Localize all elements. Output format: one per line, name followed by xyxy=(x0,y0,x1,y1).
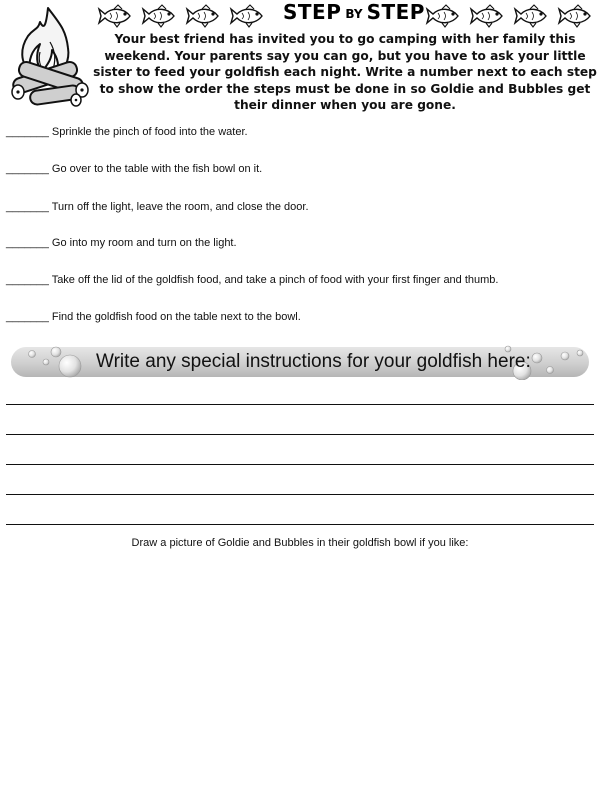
writing-line[interactable] xyxy=(6,494,594,495)
step-item xyxy=(6,163,262,175)
goldfish-icon xyxy=(140,4,180,28)
step-text: Sprinkle the pinch of food into the water. xyxy=(51,126,248,138)
answer-blank[interactable]: _______ xyxy=(6,237,49,249)
step-item xyxy=(6,237,237,249)
writing-line[interactable] xyxy=(6,404,594,405)
goldfish-icon xyxy=(556,4,596,28)
answer-blank[interactable]: _______ xyxy=(6,311,49,323)
goldfish-icon xyxy=(228,4,268,28)
intro-paragraph: Your best friend has invited you to go camping with her family this weekend. Your parents say you can go, but you have to ask your little sister to feed your goldfish each night. Write a number next to each step to show the order the steps must be done in so Goldie and Bubbles get their dinner when you are gone. xyxy=(93,32,597,112)
title-step-1: STEP xyxy=(283,0,342,24)
goldfish-icon xyxy=(184,4,224,28)
fish-row-left xyxy=(96,3,268,29)
step-text: Find the goldfish food on the table next to the bowl. xyxy=(51,311,301,323)
writing-line[interactable] xyxy=(6,524,594,525)
goldfish-icon xyxy=(468,4,508,28)
goldfish-icon xyxy=(424,4,464,28)
step-text: Take off the lid of the goldfish food, and take a pinch of food with your first finger and thumb. xyxy=(51,274,499,286)
drawing-prompt: Draw a picture of Goldie and Bubbles in their goldfish bowl if you like: xyxy=(131,537,469,549)
goldfish-icon xyxy=(512,4,552,28)
worksheet-header xyxy=(0,0,600,118)
step-item xyxy=(6,311,301,323)
answer-blank[interactable]: _______ xyxy=(6,126,49,138)
campfire-icon xyxy=(6,2,90,110)
answer-blank[interactable]: _______ xyxy=(6,274,49,286)
step-item xyxy=(6,126,248,138)
worksheet-title xyxy=(283,0,425,24)
step-text: Go into my room and turn on the light. xyxy=(51,237,237,249)
writing-line[interactable] xyxy=(6,464,594,465)
writing-line[interactable] xyxy=(6,434,594,435)
fish-row-right xyxy=(424,3,596,29)
title-step-2: STEP xyxy=(366,0,425,24)
step-text: Go over to the table with the fish bowl on it. xyxy=(51,163,263,175)
goldfish-icon xyxy=(96,4,136,28)
answer-blank[interactable]: _______ xyxy=(6,201,49,213)
step-item xyxy=(6,274,498,286)
step-text: Turn off the light, leave the room, and close the door. xyxy=(51,201,309,213)
instructions-heading: Write any special instructions for your goldfish here: xyxy=(96,351,531,372)
title-by: BY xyxy=(345,7,363,21)
step-item xyxy=(6,201,309,213)
answer-blank[interactable]: _______ xyxy=(6,163,49,175)
